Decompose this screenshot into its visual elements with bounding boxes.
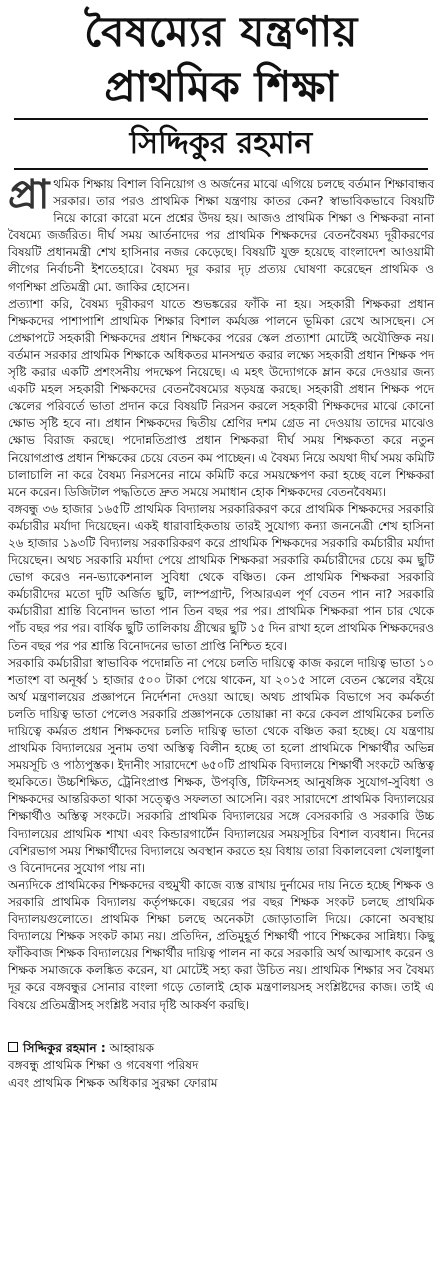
paragraph-1-text: থমিক শিক্ষায় বিশাল বিনিয়োগ ও অর্জনের মাঝে এগিয়ে চলছে বর্তমান শিক্ষাবান্ধব সরকার। তার পরও প্রাথমিক শিক্ষা যন্ত্রণায় কাতর কেন? স্বাভাবিকভাবে বিষয়টি নিয়ে কারো কারো মনে প্রশ্নের উদয় হয়। আজও প্রাথমিক শিক্ষা ও শিক্ষকরা নানা বৈষম্যে জর্জরিত। দীর্ঘ সময় আর্তনাদের পর প্রাথমিক শিক্ষকদের বেতনবৈষম্য দূরীকরণের বিষয়টি প্রধানমন্ত্রী শেখ হাসিনার নজর কেড়েছে। বিষয়টি যুক্ত হয়েছে বাংলাদেশ আওয়ামী লীগের নির্বাচনী ইশতেহারে। বৈষম্য দূর করার দৃঢ় প্রত্যয় ঘোষণা করেছেন প্রাথমিক ও গণশিক্ষা প্রতিমন্ত্রী মো. জাকির হোসেন। (8, 177, 434, 294)
drop-cap: প্রা (8, 171, 50, 218)
headline-block (8, 0, 434, 170)
headline-line-1: বৈষম্যের যন্ত্রণায় (84, 7, 358, 56)
author-role: আহ্বায়ক (109, 1040, 155, 1055)
paragraph-5: অন্যদিকে প্রাথমিকের শিক্ষকদের বহুমুখী কাজে ব্যস্ত রাখায় দুর্নামের দায় নিতে হচ্ছে শিক্ষক ও সরকারি প্রাথমিক বিদ্যালয় কর্তৃপক্ষকে। বছরের পর বছর শিক্ষক সংকট চলছে প্রাথমিক বিদ্যালয়গুলোতে। প্রাথমিক শিক্ষা চলছে অনেকটা জোড়াতালি দিয়ে। কোনো অবস্থায় বিদ্যালয়ে শিক্ষক সংকট কাম্য নয়। প্রতিদিন, প্রতিমুহূর্ত শিক্ষার্থী পাবে শিক্ষকের সান্নিধ্য। কিছু ফাঁকিবাজ শিক্ষক বিদ্যালয়ের শিক্ষার্থীর দায়িত্ব পালন না করে সরকারি অর্থ আত্মসাৎ করেন ও শিক্ষক সমাজকে কলঙ্কিত করেন, যা মোটেই সহ্য করা উচিত নয়। প্রাথমিক শিক্ষার সব বৈষম্য দূর করে বঙ্গবন্ধুর সোনার বাংলা গড়ে তোলাই হোক মন্ত্রণালয়সহ সংশ্লিষ্টদের কাজ। তাই এ বিষয়ে প্রতিমন্ত্রীসহ সংশ্লিষ্ট সবার দৃষ্টি আকর্ষণ করছি। (8, 877, 434, 1012)
author-note-line-1 (8, 1040, 434, 1058)
paragraph-2: প্রত্যাশা করি, বৈষম্য দূরীকরণ যাতে শুভঙ্করের ফাঁকি না হয়। সহকারী শিক্ষকরা প্রধান শিক্ষকদের পাশাপাশি প্রাথমিক শিক্ষার বিশাল কর্মযজ্ঞ পালনে ভূমিকা রেখে আসছেন। সে প্রেক্ষাপটে সহকারী শিক্ষকদের প্রধান শিক্ষকের পরের স্কেল প্রত্যাশা মোটেই অযৌক্তিক নয়। বর্তমান সরকার প্রাথমিক শিক্ষাকে অধিকতর মানসম্মত করার লক্ষ্যে সহকারী প্রধান শিক্ষক পদ সৃষ্টি করার একটি প্রশংসনীয় পদক্ষেপ নিয়েছে। এ মহৎ উদ্যোগকে ম্লান করে দেওয়ার জন্য একটি মহল সহকারী শিক্ষকদের বেতনবৈষম্যের ষড়যন্ত্র করছে। সহকারী প্রধান শিক্ষক পদে স্কেলের পরিবর্তে ভাতা প্রদান করে বিষয়টি নিরসন করলে সহকারী শিক্ষকদের মাঝে কোনো ক্ষোভ সৃষ্টি হবে না। প্রধান শিক্ষকদের দ্বিতীয় শ্রেণির দশম গ্রেড না দেওয়ায় তাদের মাঝেও ক্ষোভ বিরাজ করছে। পদোন্নতিপ্রাপ্ত প্রধান শিক্ষকরা দীর্ঘ সময় শিক্ষকতা করে নতুন নিয়োগপ্রাপ্ত প্রধান শিক্ষকের চেয়ে বেতন কম পাচ্ছেন। এ বৈষম্য নিয়ে অযথা দীর্ঘ সময় কমিটি চালাচালি না করে বৈষম্য নিরসনের নামে কমিটি করে সময়ক্ষেপণ করা হচ্ছে বলে শিক্ষকরা মনে করেন। ডিজিটাল পদ্ধতিতে দ্রুত সময়ে সমাধান হোক শিক্ষকদের বেতনবৈষম্য। (8, 296, 434, 499)
byline-divider (14, 168, 428, 170)
article-body (8, 171, 434, 1014)
author-note-line-3: এবং প্রাথমিক শিক্ষক অধিকার সুরক্ষা ফোরাম (8, 1075, 218, 1090)
paragraph-3: বঙ্গবন্ধু ৩৬ হাজার ১৬৫টি প্রাথমিক বিদ্যালয় সরকারিকরণ করে প্রাথমিক শিক্ষকদের সরকারি কর্মচারীর মর্যাদা দিয়েছেন। একই ধারাবাহিকতায় তারই সুযোগ্য কন্যা জননেত্রী শেখ হাসিনা ২৬ হাজার ১৯৩টি বিদ্যালয় সরকারিকরণ করে প্রাথমিক শিক্ষকদের সরকারি কর্মচারীর মর্যাদা দিয়েছেন। অথচ সরকারি মর্যাদা পেয়ে প্রাথমিক শিক্ষকরা সরকারি কর্মচারীদের চেয়ে কম ছুটি ভোগ করেও নন-ভ্যাকেশনাল সুবিধা থেকে বঞ্চিত। কেন প্রাথমিক শিক্ষকরা সরকারি কর্মচারীদের মতো দুটি অর্জিত ছুটি, লাম্পগ্রান্ট, পিআরএল পূর্ণ বেতন পান না? সরকারি কর্মচারীরা শ্রান্তি বিনোদন ভাতা পান তিন বছর পর পর। প্রাথমিক শিক্ষকরা পান চার থেকে পাঁচ বছর পর পর। বার্ষিক ছুটি তালিকায় গ্রীষ্মের ছুটি ১৫ দিন রাখা হলে প্রাথমিক শিক্ষকদেরও তিন বছর পর পর শ্রান্তি বিনোদনের ভাতা প্রাপ্তি নিশ্চিত হবে। (8, 501, 434, 653)
paragraph-4: সরকারি কর্মচারীরা স্বাভাবিক পদোন্নতি না পেয়ে চলতি দায়িত্বে কাজ করলে দায়িত্ব ভাতা ১০ শতাংশ বা অনূর্ধ্ব ১ হাজার ৫০০ টাকা পেয়ে থাকেন, যা ২০১৫ সালে বেতন স্কেলের বইয়ে অর্থ মন্ত্রণালয়ের প্রজ্ঞাপনে নির্দেশনা দেওয়া আছে। অথচ প্রাথমিক বিভাগে সব কর্মকর্তা চলতি দায়িত্ব ভাতা পেলেও সরকারি প্রজ্ঞাপনকে তোয়াক্কা না করে কেবল প্রাথমিকের চলতি দায়িত্বে কর্মরত প্রধান শিক্ষকদের চলতি দায়িত্ব ভাতা থেকে বঞ্চিত করা হচ্ছে। যে যন্ত্রণায় প্রাথমিক বিদ্যালয়ের সুনাম তথা অস্তিত্ব বিলীন হচ্ছে তা হলো প্রাথমিকে শিক্ষার্থীর অভিন্ন সময়সূচি ও পাঠ্যপুস্তক। ইদানীং সারাদেশে ৬৫০টি প্রাথমিক বিদ্যালয়ে শিক্ষার্থী সংকটে অস্তিত্ব হুমকিতে। উচ্চশিক্ষিত, ট্রেনিংপ্রাপ্ত শিক্ষক, উপবৃত্তি, টিফিনসহ আনুষঙ্গিক সুযোগ-সুবিধা ও শিক্ষকদের আন্তরিকতা থাকা সত্ত্বেও সফলতা আসেনি। বরং সারাদেশে প্রাথমিক বিদ্যালয়ের শিক্ষার্থীও অস্তিত্ব সংকটে। সরকারি প্রাথমিক বিদ্যালয়ের সঙ্গে বেসরকারি ও সরকারি উচ্চ বিদ্যালয়ের প্রাথমিক শাখা এবং কিন্ডারগার্টেন বিদ্যালয়ের সময়সূচির বিশাল ব্যবধান। দিনের বেশিরভাগ সময় শিক্ষার্থীদের বিদ্যালয়ে অবস্থান করতে হয় বিধায় তারা বিকালবেলা খেলাধুলা ও বিনোদনের সুযোগ পায় না। (8, 655, 434, 875)
author-note-line-2: বঙ্গবন্ধু প্রাথমিক শিক্ষা ও গবেষণা পরিষদ (8, 1058, 199, 1073)
author-name: সিদ্দিকুর রহমান : (23, 1040, 106, 1055)
paragraph-1 (8, 171, 434, 296)
headline-line-2: প্রাথমিক শিক্ষা (104, 62, 338, 111)
author-note (8, 1040, 434, 1093)
byline: সিদ্দিকুর রহমান (129, 126, 313, 161)
square-bullet-icon (8, 1042, 18, 1052)
